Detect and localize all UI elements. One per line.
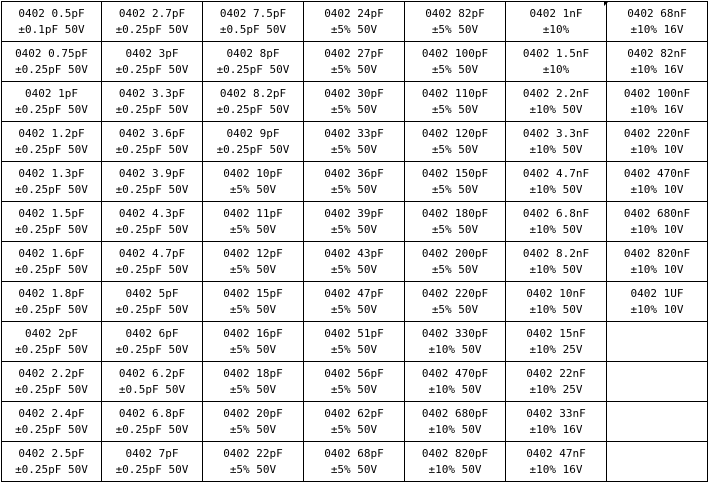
part-label: 0402 1.5pF [18, 206, 85, 220]
table-row [2, 202, 708, 242]
part-label: 0402 820pF [421, 446, 489, 460]
part-label: 0402 43pF [324, 246, 384, 260]
spec-label: ±5% 50V [431, 22, 479, 36]
capacitor-cell[interactable] [607, 42, 708, 82]
part-label: 0402 15nF [526, 326, 586, 340]
part-label: 0402 82nF [627, 46, 687, 60]
capacitor-cell[interactable] [102, 162, 203, 202]
part-label: 0402 0.75pF [15, 46, 88, 60]
capacitor-cell[interactable] [506, 162, 607, 202]
capacitor-cell[interactable] [304, 322, 405, 362]
capacitor-cell[interactable] [405, 242, 506, 282]
part-label: 0402 150pF [421, 166, 489, 180]
table-row [2, 442, 708, 482]
capacitor-cell[interactable] [304, 282, 405, 322]
part-label: 0402 4.7pF [118, 246, 186, 260]
part-label: 0402 22pF [223, 446, 283, 460]
capacitor-cell[interactable] [2, 362, 102, 402]
capacitor-cell[interactable] [405, 402, 506, 442]
spec-label: ±0.25pF 50V [115, 182, 189, 196]
table-row [2, 122, 708, 162]
capacitor-cell[interactable] [102, 202, 203, 242]
capacitor-cell[interactable] [607, 242, 708, 282]
capacitor-cell[interactable] [405, 82, 506, 122]
spec-label: ±0.25pF 50V [15, 62, 88, 76]
spec-label: ±5% 50V [330, 382, 378, 396]
capacitor-cell[interactable] [203, 162, 304, 202]
spec-label: ±0.25pF 50V [15, 222, 88, 236]
spec-label: ±10% [542, 62, 570, 76]
spec-label: ±0.25pF 50V [15, 382, 88, 396]
part-label: 0402 47pF [324, 286, 384, 300]
table-row [2, 82, 708, 122]
capacitor-cell[interactable] [506, 42, 607, 82]
spec-label: ±10% [542, 22, 570, 36]
capacitor-cell[interactable] [506, 362, 607, 402]
part-label: 0402 68nF [627, 6, 687, 20]
part-label: 0402 7pF [125, 446, 179, 460]
capacitor-cell[interactable] [203, 82, 304, 122]
spec-label: ±10% 16V [630, 22, 684, 36]
table-row [2, 322, 708, 362]
part-label: 0402 8.2nF [522, 246, 590, 260]
part-label: 0402 82pF [425, 6, 485, 20]
spec-label: ±5% 50V [229, 222, 277, 236]
part-label: 0402 1.3pF [18, 166, 85, 180]
capacitor-cell[interactable] [405, 2, 506, 42]
part-label: 0402 820nF [623, 246, 691, 260]
part-label: 0402 470nF [623, 166, 691, 180]
capacitor-cell[interactable] [405, 42, 506, 82]
capacitor-cell[interactable] [102, 322, 203, 362]
capacitor-cell[interactable] [203, 282, 304, 322]
spec-label: ±10% 50V [529, 222, 583, 236]
spec-label: ±5% 50V [229, 422, 277, 436]
capacitor-cell[interactable] [506, 322, 607, 362]
spec-label: ±5% 50V [431, 302, 479, 316]
part-label: 0402 5pF [125, 286, 179, 300]
capacitor-cell[interactable] [304, 442, 405, 482]
capacitor-cell[interactable] [607, 282, 708, 322]
capacitor-cell[interactable] [102, 122, 203, 162]
part-label: 0402 3.3nF [522, 126, 590, 140]
capacitor-cell[interactable] [607, 362, 708, 402]
spec-label: ±0.25pF 50V [15, 262, 88, 276]
capacitor-cell[interactable] [2, 122, 102, 162]
spec-label: ±5% 50V [431, 222, 479, 236]
spec-label: ±0.5pF 50V [219, 22, 287, 36]
capacitor-cell[interactable] [203, 122, 304, 162]
spec-label: ±0.25pF 50V [115, 62, 189, 76]
capacitor-cell[interactable] [405, 122, 506, 162]
capacitor-cell[interactable] [304, 82, 405, 122]
capacitor-cell[interactable] [2, 402, 102, 442]
capacitor-cell[interactable] [304, 202, 405, 242]
capacitor-cell[interactable] [607, 322, 708, 362]
part-label: 0402 1nF [529, 6, 583, 20]
capacitor-cell[interactable] [506, 122, 607, 162]
capacitor-cell[interactable] [203, 42, 304, 82]
spec-label: ±0.25pF 50V [15, 302, 88, 316]
spec-label: ±0.25pF 50V [115, 302, 189, 316]
capacitor-cell[interactable] [506, 402, 607, 442]
part-label: 0402 6.8pF [118, 406, 186, 420]
capacitor-cell[interactable] [102, 2, 203, 42]
spec-label: ±10% 50V [529, 302, 583, 316]
spec-label: ±0.25pF 50V [15, 462, 88, 476]
part-label: 0402 100nF [623, 86, 691, 100]
capacitor-cell[interactable] [607, 162, 708, 202]
capacitor-table-sheet [1, 1, 707, 482]
spec-label: ±0.5pF 50V [118, 382, 186, 396]
part-label: 0402 2.7pF [118, 6, 186, 20]
spec-label: ±5% 50V [330, 182, 378, 196]
spec-label: ±0.25pF 50V [115, 262, 189, 276]
part-label: 0402 3pF [125, 46, 179, 60]
spec-label: ±0.25pF 50V [115, 102, 189, 116]
spec-label: ±10% 50V [529, 142, 583, 156]
capacitor-cell[interactable] [203, 402, 304, 442]
spec-label: ±0.25pF 50V [115, 342, 189, 356]
capacitor-cell[interactable] [304, 362, 405, 402]
part-label: 0402 8pF [226, 46, 280, 60]
part-label: 0402 180pF [421, 206, 489, 220]
spec-label: ±5% 50V [330, 62, 378, 76]
part-label: 0402 2.2pF [18, 366, 85, 380]
capacitor-cell[interactable] [2, 442, 102, 482]
spec-label: ±10% 50V [529, 102, 583, 116]
spec-label: ±10% 10V [630, 262, 684, 276]
capacitor-cell[interactable] [2, 322, 102, 362]
spec-label: ±5% 50V [330, 262, 378, 276]
part-label: 0402 4.3pF [118, 206, 186, 220]
part-label: 0402 24pF [324, 6, 384, 20]
table-row [2, 42, 708, 82]
table-row [2, 402, 708, 442]
part-label: 0402 2.2nF [522, 86, 590, 100]
part-label: 0402 2.5pF [18, 446, 85, 460]
capacitor-cell[interactable] [506, 282, 607, 322]
spec-label: ±0.25pF 50V [115, 222, 189, 236]
part-label: 0402 0.5pF [18, 6, 85, 20]
capacitor-cell[interactable] [203, 202, 304, 242]
capacitor-cell[interactable] [405, 442, 506, 482]
capacitor-cell[interactable] [607, 442, 708, 482]
part-label: 0402 11pF [223, 206, 283, 220]
capacitor-cell[interactable] [304, 402, 405, 442]
part-label: 0402 680pF [421, 406, 489, 420]
spec-label: ±10% 25V [529, 342, 583, 356]
table-row [2, 162, 708, 202]
spec-label: ±10% 10V [630, 302, 684, 316]
spec-label: ±10% 50V [529, 262, 583, 276]
part-label: 0402 120pF [421, 126, 489, 140]
capacitor-cell[interactable] [304, 2, 405, 42]
part-label: 0402 7.5pF [219, 6, 287, 20]
part-label: 0402 56pF [324, 366, 384, 380]
spec-label: ±5% 50V [431, 262, 479, 276]
part-label: 0402 16pF [223, 326, 283, 340]
capacitor-cell[interactable] [203, 2, 304, 42]
part-label: 0402 36pF [324, 166, 384, 180]
spec-label: ±5% 50V [229, 382, 277, 396]
spec-label: ±0.25pF 50V [15, 142, 88, 156]
part-label: 0402 1.5nF [522, 46, 590, 60]
capacitor-cell[interactable] [607, 2, 708, 42]
cell-comment-marker [604, 2, 608, 6]
spec-label: ±10% 50V [428, 342, 482, 356]
part-label: 0402 9pF [226, 126, 280, 140]
capacitor-cell[interactable] [304, 242, 405, 282]
part-label: 0402 10nF [526, 286, 586, 300]
part-label: 0402 6.2pF [118, 366, 186, 380]
spec-label: ±5% 50V [431, 142, 479, 156]
spec-label: ±0.25pF 50V [216, 62, 290, 76]
capacitor-cell[interactable] [102, 402, 203, 442]
spec-label: ±10% 16V [529, 462, 583, 476]
part-label: 0402 22nF [526, 366, 586, 380]
spec-label: ±5% 50V [330, 222, 378, 236]
spec-label: ±5% 50V [431, 62, 479, 76]
spec-label: ±0.25pF 50V [15, 182, 88, 196]
part-label: 0402 20pF [223, 406, 283, 420]
spec-label: ±0.25pF 50V [15, 342, 88, 356]
part-label: 0402 3.9pF [118, 166, 186, 180]
part-label: 0402 1.8pF [18, 286, 85, 300]
spec-label: ±0.25pF 50V [115, 142, 189, 156]
spec-label: ±0.25pF 50V [216, 142, 290, 156]
capacitor-cell[interactable] [506, 82, 607, 122]
part-label: 0402 62pF [324, 406, 384, 420]
spec-label: ±5% 50V [229, 302, 277, 316]
capacitor-cell[interactable] [102, 442, 203, 482]
spec-label: ±5% 50V [229, 262, 277, 276]
capacitor-cell[interactable] [2, 282, 102, 322]
part-label: 0402 30pF [324, 86, 384, 100]
capacitor-cell[interactable] [203, 362, 304, 402]
spec-label: ±0.25pF 50V [115, 462, 189, 476]
part-label: 0402 10pF [223, 166, 283, 180]
capacitor-cell[interactable] [607, 402, 708, 442]
capacitor-cell[interactable] [203, 322, 304, 362]
capacitor-cell[interactable] [506, 242, 607, 282]
spec-label: ±5% 50V [229, 342, 277, 356]
capacitor-cell[interactable] [607, 82, 708, 122]
part-label: 0402 2.4pF [18, 406, 85, 420]
part-label: 0402 51pF [324, 326, 384, 340]
capacitor-cell[interactable] [405, 202, 506, 242]
spec-label: ±5% 50V [330, 22, 378, 36]
part-label: 0402 18pF [223, 366, 283, 380]
capacitor-cell[interactable] [2, 162, 102, 202]
spec-label: ±10% 10V [630, 222, 684, 236]
part-label: 0402 220nF [623, 126, 691, 140]
spec-label: ±0.25pF 50V [115, 22, 189, 36]
part-label: 0402 4.7nF [522, 166, 590, 180]
part-label: 0402 33nF [526, 406, 586, 420]
part-label: 0402 15pF [223, 286, 283, 300]
capacitor-cell[interactable] [102, 362, 203, 402]
part-label: 0402 2pF [25, 326, 78, 340]
capacitor-cell[interactable] [203, 442, 304, 482]
spec-label: ±10% 16V [630, 62, 684, 76]
capacitor-cell[interactable] [506, 2, 607, 42]
spec-label: ±10% 16V [529, 422, 583, 436]
spec-label: ±10% 50V [428, 382, 482, 396]
spec-label: ±0.25pF 50V [15, 422, 88, 436]
spec-label: ±10% 10V [630, 142, 684, 156]
capacitor-cell[interactable] [2, 42, 102, 82]
spec-label: ±10% 50V [428, 422, 482, 436]
capacitor-cell[interactable] [102, 282, 203, 322]
capacitor-cell[interactable] [203, 242, 304, 282]
part-label: 0402 1pF [25, 86, 78, 100]
spec-label: ±5% 50V [330, 462, 378, 476]
table-row [2, 242, 708, 282]
spec-label: ±10% 25V [529, 382, 583, 396]
spec-label: ±0.25pF 50V [115, 422, 189, 436]
part-label: 0402 39pF [324, 206, 384, 220]
capacitor-cell[interactable] [304, 42, 405, 82]
capacitor-cell[interactable] [405, 162, 506, 202]
spec-label: ±0.1pF 50V [18, 22, 85, 36]
spec-label: ±0.25pF 50V [15, 102, 88, 116]
part-label: 0402 330pF [421, 326, 489, 340]
part-label: 0402 33pF [324, 126, 384, 140]
part-label: 0402 68pF [324, 446, 384, 460]
spec-label: ±5% 50V [431, 182, 479, 196]
table-row [2, 282, 708, 322]
part-label: 0402 3.3pF [118, 86, 186, 100]
capacitor-cell[interactable] [2, 202, 102, 242]
table-row [2, 2, 708, 42]
capacitor-cell[interactable] [405, 362, 506, 402]
spec-label: ±10% 16V [630, 102, 684, 116]
part-label: 0402 6pF [125, 326, 179, 340]
capacitor-cell[interactable] [102, 242, 203, 282]
capacitor-cell[interactable] [405, 282, 506, 322]
part-label: 0402 6.8nF [522, 206, 590, 220]
spec-label: ±5% 50V [330, 102, 378, 116]
capacitor-cell[interactable] [304, 162, 405, 202]
part-label: 0402 100pF [421, 46, 489, 60]
part-label: 0402 1.6pF [18, 246, 85, 260]
part-label: 0402 470pF [421, 366, 489, 380]
spec-label: ±10% 10V [630, 182, 684, 196]
spec-label: ±10% 50V [428, 462, 482, 476]
part-label: 0402 27pF [324, 46, 384, 60]
spec-label: ±5% 50V [330, 302, 378, 316]
capacitor-value-table [1, 1, 708, 482]
spec-label: ±10% 50V [529, 182, 583, 196]
part-label: 0402 110pF [421, 86, 489, 100]
spec-label: ±5% 50V [330, 342, 378, 356]
capacitor-cell[interactable] [304, 122, 405, 162]
part-label: 0402 1UF [630, 286, 684, 300]
part-label: 0402 1.2pF [18, 126, 85, 140]
capacitor-cell[interactable] [2, 242, 102, 282]
part-label: 0402 200pF [421, 246, 489, 260]
spec-label: ±5% 50V [330, 142, 378, 156]
capacitor-cell[interactable] [102, 82, 203, 122]
capacitor-cell[interactable] [506, 202, 607, 242]
part-label: 0402 680nF [623, 206, 691, 220]
table-row [2, 362, 708, 402]
capacitor-cell[interactable] [2, 2, 102, 42]
capacitor-cell[interactable] [506, 442, 607, 482]
capacitor-cell[interactable] [607, 122, 708, 162]
spec-label: ±0.25pF 50V [216, 102, 290, 116]
part-label: 0402 220pF [421, 286, 489, 300]
spec-label: ±5% 50V [431, 102, 479, 116]
capacitor-cell[interactable] [405, 322, 506, 362]
capacitor-cell[interactable] [607, 202, 708, 242]
part-label: 0402 8.2pF [219, 86, 287, 100]
part-label: 0402 47nF [526, 446, 586, 460]
spec-label: ±5% 50V [229, 182, 277, 196]
capacitor-cell[interactable] [2, 82, 102, 122]
part-label: 0402 3.6pF [118, 126, 186, 140]
spec-label: ±5% 50V [330, 422, 378, 436]
capacitor-cell[interactable] [102, 42, 203, 82]
spec-label: ±5% 50V [229, 462, 277, 476]
part-label: 0402 12pF [223, 246, 283, 260]
